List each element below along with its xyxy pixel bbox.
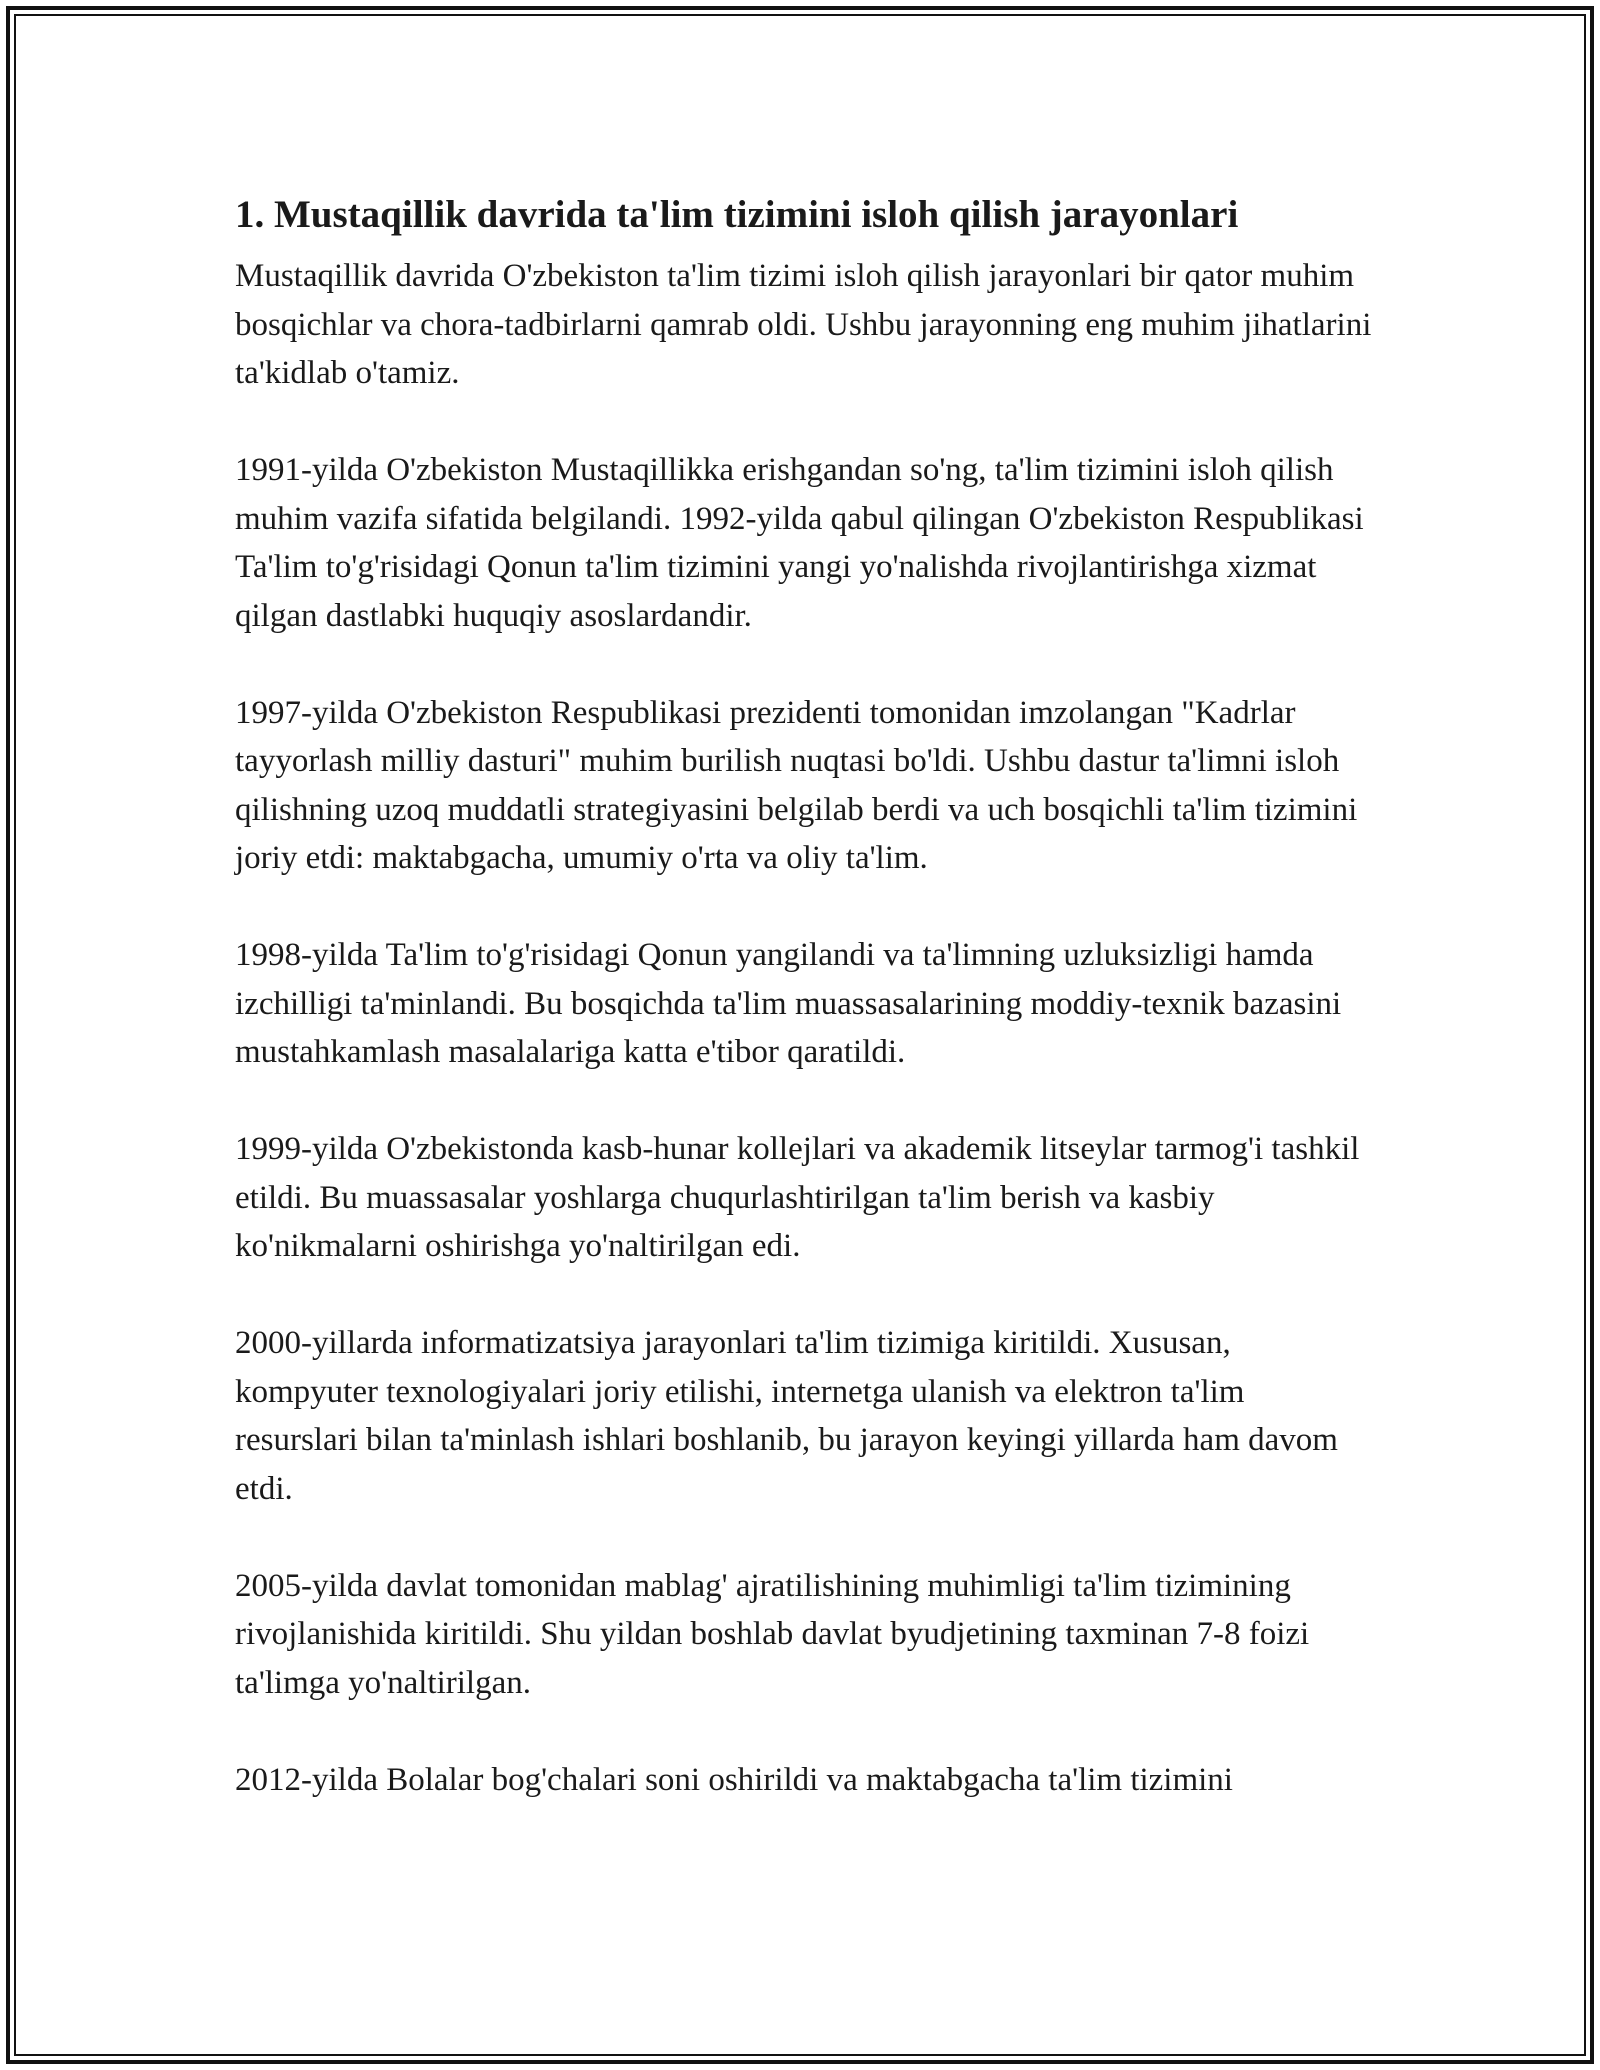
- document-body: [235, 180, 1375, 1853]
- paragraph-1997: 1997-yilda O'zbekiston Respublikasi prezidenti tomonidan imzolangan "Kadrlar tayyorlash milliy dasturi" muhim burilish nuqtasi bo'ldi. Ushbu dastur ta'limni isloh qilishning uzoq muddatli strategiyasini belgilab berdi va uch bosqichli ta'lim tizimini joriy etdi: maktabgacha, umumiy o'rta va oliy ta'lim.: [235, 694, 1358, 876]
- document-title: 1. Mustaqillik davrida ta'lim tizimini isloh qilish jarayonlari: [235, 193, 1239, 236]
- paragraph-2005: 2005-yilda davlat tomonidan mablag' ajratilishining muhimligi ta'lim tizimining rivojlanishida kiritildi. Shu yildan boshlab davlat byudjetining taxminan 7-8 foizi ta'limga yo'naltirilgan.: [235, 1567, 1310, 1701]
- paragraph-1998: 1998-yilda Ta'lim to'g'risidagi Qonun yangilandi va ta'limning uzluksizligi hamda izchilligi ta'minlandi. Bu bosqichda ta'lim muassasalarining moddiy-texnik bazasini mustahkamlash masalalariga katta e'tibor qaratildi.: [235, 937, 1342, 1070]
- paragraph-2012: 2012-yilda Bolalar bog'chalari soni oshirildi va maktabgacha ta'lim tizimini: [235, 1761, 1233, 1798]
- paragraph-intro: Mustaqillik davrida O'zbekiston ta'lim tizimi isloh qilish jarayonlari bir qator muhim bosqichlar va chora-tadbirlarni qamrab oldi. Ushbu jarayonning eng muhim jihatlarini ta'kidlab o'tamiz.: [235, 258, 1372, 391]
- paragraph-2000s: 2000-yillarda informatizatsiya jarayonlari ta'lim tizimiga kiritildi. Xususan, kompyuter texnologiyalari joriy etilishi, internetga ulanish va elektron ta'lim resurslari bilan ta'minlash ishlari boshlanib, bu jarayon keyingi yillarda ham davom etdi.: [235, 1325, 1338, 1507]
- paragraph-1999: 1999-yilda O'zbekistonda kasb-hunar kollejlari va akademik litseylar tarmog'i tashkil etildi. Bu muassasalar yoshlarga chuqurlashtirilgan ta'lim berish va kasbiy ko'nikmalarni oshirishga yo'naltirilgan edi.: [235, 1131, 1360, 1264]
- paragraph-1991: 1991-yilda O'zbekiston Mustaqillikka erishgandan so'ng, ta'lim tizimini isloh qilish muhim vazifa sifatida belgilandi. 1992-yilda qabul qilingan O'zbekiston Respublikasi Ta'lim to'g'risidagi Qonun ta'lim tizimini yangi yo'nalishda rivojlantirishga xizmat qilgan dastlabki huquqiy asoslardandir.: [235, 452, 1364, 634]
